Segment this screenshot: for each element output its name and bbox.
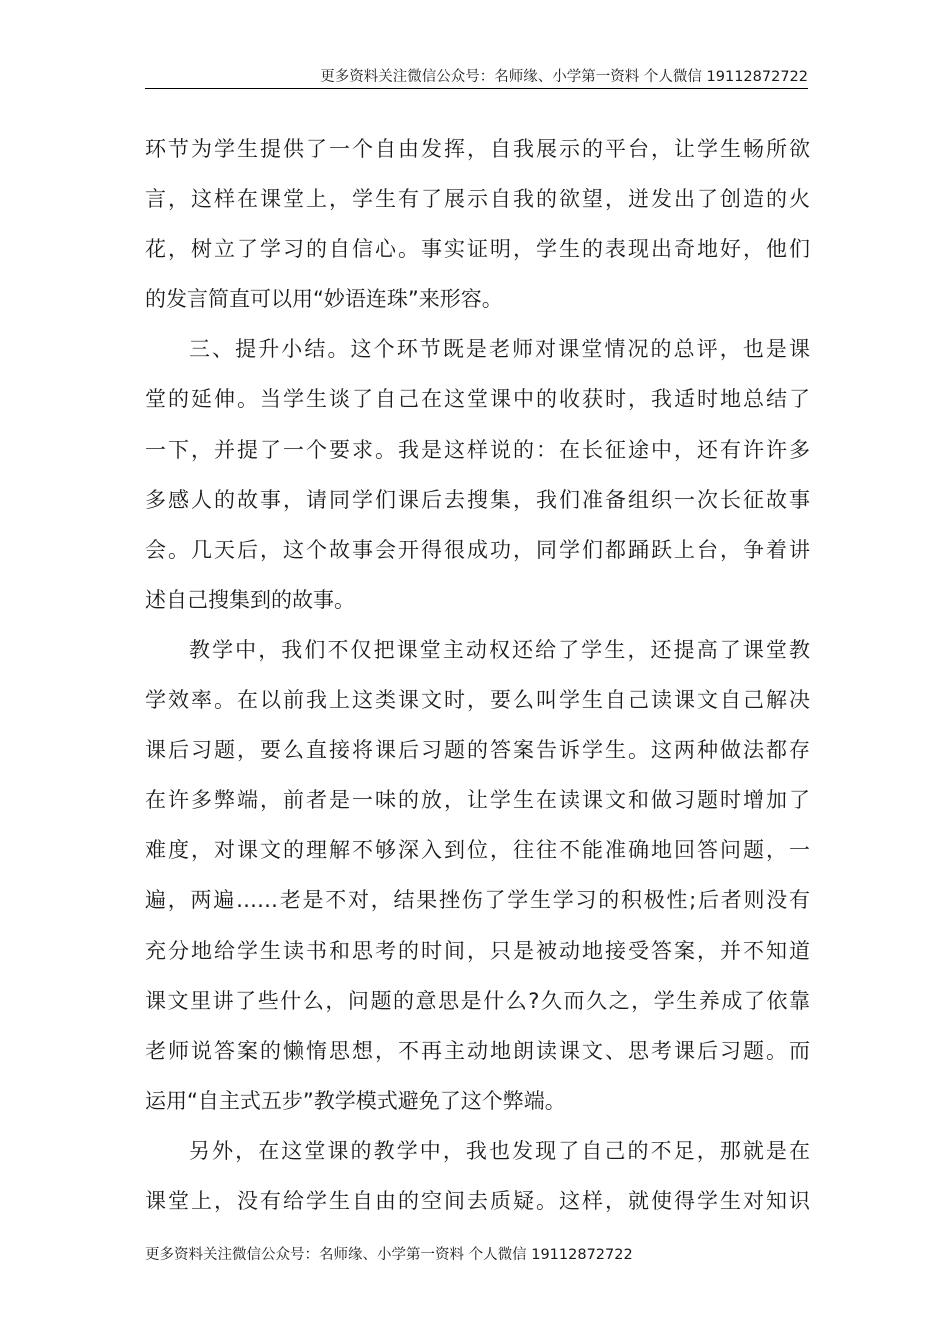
text-line: 环节为学生提供了一个自由发挥，自我展示的平台，让学生畅所欲 xyxy=(145,137,810,161)
text-line: 的发言简直可以用“妙语连珠”来形容。 xyxy=(145,287,503,312)
text-line: 遍，两遍……老是不对，结果挫伤了学生学习的积极性;后者则没有 xyxy=(145,888,810,913)
text-line: 老师说答案的懒惰思想，不再主动地朗读课文、思考课后习题。而 xyxy=(145,1038,810,1063)
text-line: 堂的延伸。当学生谈了自己在这堂课中的收获时，我适时地总结了 xyxy=(145,387,810,412)
text-line: 难度，对课文的理解不够深入到位，往往不能准确地回答问题，一 xyxy=(145,838,810,863)
text-line: 多感人的故事，请同学们课后去搜集，我们准备组织一次长征故事 xyxy=(145,487,810,512)
document-body xyxy=(145,124,810,1226)
footer-text: 更多资料关注微信公众号：名师缘、小学第一资料 个人微信 19112872722 xyxy=(145,1247,633,1263)
text-line: 花，树立了学习的自信心。事实证明，学生的表现出奇地好，他们 xyxy=(145,237,810,262)
text-line: 在许多弊端，前者是一味的放，让学生在读课文和做习题时增加了 xyxy=(145,788,810,813)
text-line: 学效率。在以前我上这类课文时，要么叫学生自己读课文自己解决 xyxy=(145,688,810,713)
text-line: 会。几天后，这个故事会开得很成功，同学们都踊跃上台，争着讲 xyxy=(145,537,810,562)
text-line: 言，这样在课堂上，学生有了展示自我的欲望，迸发出了创造的火 xyxy=(145,187,810,212)
text-line: 述自己搜集到的故事。 xyxy=(145,587,355,612)
text-line: 运用“自主式五步”教学模式避免了这个弊端。 xyxy=(145,1088,566,1113)
text-line: 课堂上，没有给学生自由的空间去质疑。这样，就使得学生对知识 xyxy=(145,1188,810,1213)
header-text: 更多资料关注微信公众号：名师缘、小学第一资料 个人微信 19112872722 xyxy=(320,69,808,85)
page-footer xyxy=(145,1244,633,1266)
paragraph-first-line: 另外，在这堂课的教学中，我也发现了自己的不足，那就是在 xyxy=(189,1138,810,1163)
text-line: 课后习题，要么直接将课后习题的答案告诉学生。这两种做法都存 xyxy=(145,738,810,763)
text-line: 充分地给学生读书和思考的时间，只是被动地接受答案，并不知道 xyxy=(145,938,810,963)
paragraph-first-line: 教学中，我们不仅把课堂主动权还给了学生，还提高了课堂教 xyxy=(189,637,810,662)
text-line: 一下，并提了一个要求。我是这样说的：在长征途中，还有许许多 xyxy=(145,437,810,462)
paragraph-first-line: 三、提升小结。这个环节既是老师对课堂情况的总评，也是课 xyxy=(189,337,810,362)
text-line: 课文里讲了些什么，问题的意思是什么?久而久之，学生养成了依靠 xyxy=(145,988,810,1013)
page-header xyxy=(145,66,808,89)
